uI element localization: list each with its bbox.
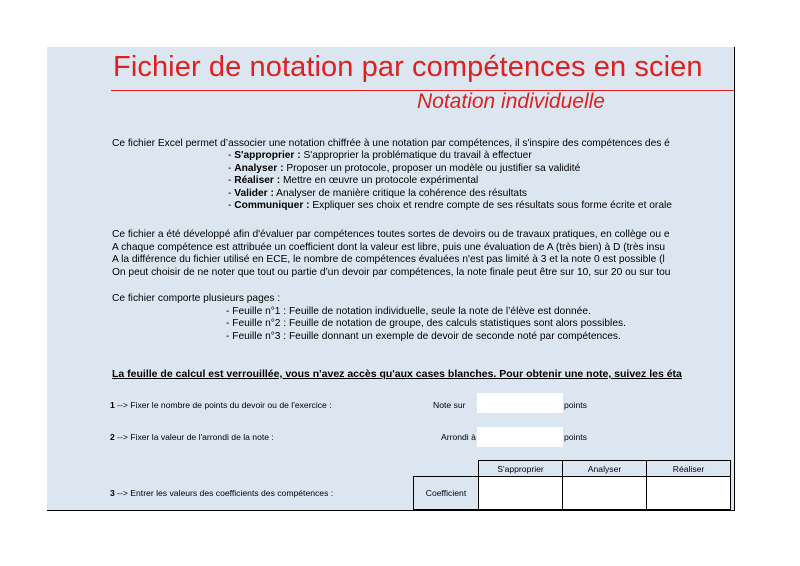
step-2-label: Arrondi à <box>441 432 476 442</box>
step-1-instruction: 1 --> Fixer le nombre de points du devoir ou de l'exercice : <box>110 400 332 410</box>
competence-item: - Communiquer : Expliquer ses choix et rendre compte de ses résultats sous forme écrite et orale <box>228 200 672 211</box>
step-3-instruction: 3 --> Entrer les valeurs des coefficients des compétences : <box>110 488 334 498</box>
competence-item: - S'approprier : S'approprier la problématique du travail à effectuer <box>228 150 532 161</box>
competence-item: - Réaliser : Mettre en œuvre un protocole expérimental <box>228 175 479 186</box>
step-1-unit: points <box>564 400 587 410</box>
pages-intro: Ce fichier comporte plusieurs pages : <box>112 293 281 304</box>
page-subtitle: Notation individuelle <box>417 90 605 113</box>
lock-notice: La feuille de calcul est verrouillée, vous n'avez accès qu'aux cases blanches. Pour obtenir une note, suivez les éta <box>112 368 682 380</box>
rounding-input[interactable] <box>477 427 563 447</box>
competence-item: - Valider : Analyser de manière critique la cohérence des résultats <box>228 187 527 199</box>
competence-list <box>112 150 672 213</box>
paragraph-line: A la différence du fichier utilisé en ECE, le nombre de compétences évaluées n'est pas limité à 3 et la note 0 est possible (l <box>112 254 665 265</box>
page-item: - Feuille n°3 : Feuille donnant un exemple de devoir de seconde noté par compétences. <box>226 330 621 342</box>
spreadsheet-sheet <box>47 47 735 511</box>
step-1-label: Note sur <box>433 400 466 410</box>
pages-section <box>112 293 626 343</box>
page-title: Fichier de notation par compétences en scien <box>113 51 703 83</box>
step-2-unit: points <box>564 432 587 442</box>
header-analyser: Analyser <box>562 460 647 477</box>
header-sapproprier: S'approprier <box>478 460 563 477</box>
coef-analyser-input[interactable] <box>562 476 647 510</box>
description-paragraph <box>112 229 670 279</box>
page-item: - Feuille n°2 : Feuille de notation de groupe, des calculs statistiques sont alors possibles. <box>226 318 626 329</box>
competence-item: - Analyser : Proposer un protocole, proposer un modèle ou justifier sa validité <box>228 162 581 174</box>
page-item: - Feuille n°1 : Feuille de notation individuelle, seule la note de l’élève est donnée. <box>226 305 591 317</box>
intro-text: Ce fichier Excel permet d’associer une notation chiffrée à une notation par compétences, il s'inspire des compétences des é <box>112 138 670 149</box>
coef-realiser-input[interactable] <box>646 476 731 510</box>
coefficient-label: Coefficient <box>413 476 479 510</box>
sheet-edge <box>734 47 735 510</box>
step-2-instruction: 2 --> Fixer la valeur de l'arrondi de la note : <box>110 432 274 442</box>
coef-sapproprier-input[interactable] <box>478 476 563 510</box>
points-input[interactable] <box>477 393 563 413</box>
header-realiser: Réaliser <box>646 460 731 477</box>
paragraph-line: A chaque compétence est attribuée un coefficient dont la valeur est libre, puis une évaluation de A (très bien) à D (très insu <box>112 241 666 253</box>
paragraph-line: On peut choisir de ne noter que tout ou partie d’un devoir par compétences, la note finale peut être sur 10, sur 20 ou sur tou <box>112 266 671 278</box>
paragraph-line: Ce fichier a été développé afin d'évaluer par compétences toutes sortes de devoirs ou de travaux pratiques, en collège ou e <box>112 229 670 240</box>
